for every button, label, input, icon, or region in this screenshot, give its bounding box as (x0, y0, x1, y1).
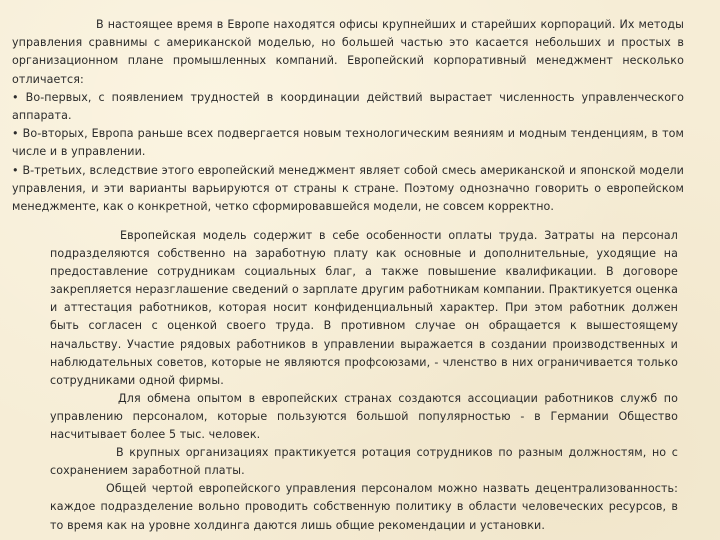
paragraph: Европейская модель содержит в себе особенности оплаты труда. Затраты на персонал подразделяются собственно на заработную плату как основные и дополнительные, уходящие на предоставление сотрудникам социальных благ, а также повышение квалификации. В договоре закрепляется неразглашение сведений о зарплате другим работникам компании. Практикуется оценка и аттестация работников, которая носит конфиденциальный характер. При этом работник должен быть согласен с оценкой своего труда. В противном случае он обращается к вышестоящему начальству. Участие рядовых работников в управлении выражается в создании производственных и наблюдательных советов, которые не являются профсоюзами, - членство в них ограничивается только сотрудниками одной фирмы. (50, 229, 678, 387)
bullet-item: • В-третьих, вследствие этого европейский менеджмент являет собой смесь американской и японской модели управления, и эти варианты варьируются от страны к стране. Поэтому однозначно говорить о европейском менеджменте, как о конкретной, четко сформировавшейся модели, не совсем корректно. (12, 163, 684, 214)
bullet-item: • Во-первых, с появлением трудностей в координации действий вырастает численность управленческого аппарата. (12, 90, 684, 123)
paragraph: Общей чертой европейского управления персоналом можно назвать децентрализованность: каждое подразделение вольно проводить собственную политику в области человеческих ресурсов, в то время как на уровне холдинга даются лишь общие рекомендации и установки. (50, 482, 678, 532)
paragraph: В крупных организациях практикуется ротация сотрудников по разным должностям, но с сохранением заработной платы. (50, 446, 678, 478)
bottom-text-block (50, 227, 678, 535)
bullet-item: • Во-вторых, Европа раньше всех подвергается новым технологическим веяниям и модным тенденциям, в том числе и в управлении. (12, 127, 684, 159)
top-text-block (12, 16, 684, 216)
paragraph: Для обмена опытом в европейских странах создаются ассоциации работников служб по управлению персоналом, которые пользуются большой популярностью - в Германии Общество насчитывает более 5 тыс. человек. (50, 391, 678, 442)
intro-paragraph: В настоящее время в Европе находятся офисы крупнейших и старейших корпораций. Их методы управления сравнимы с американской моделью, но большей частью это касается небольших и простых в организационном плане промышленных компаний. Европейский корпоративный менеджмент несколько отличается: (12, 18, 684, 86)
